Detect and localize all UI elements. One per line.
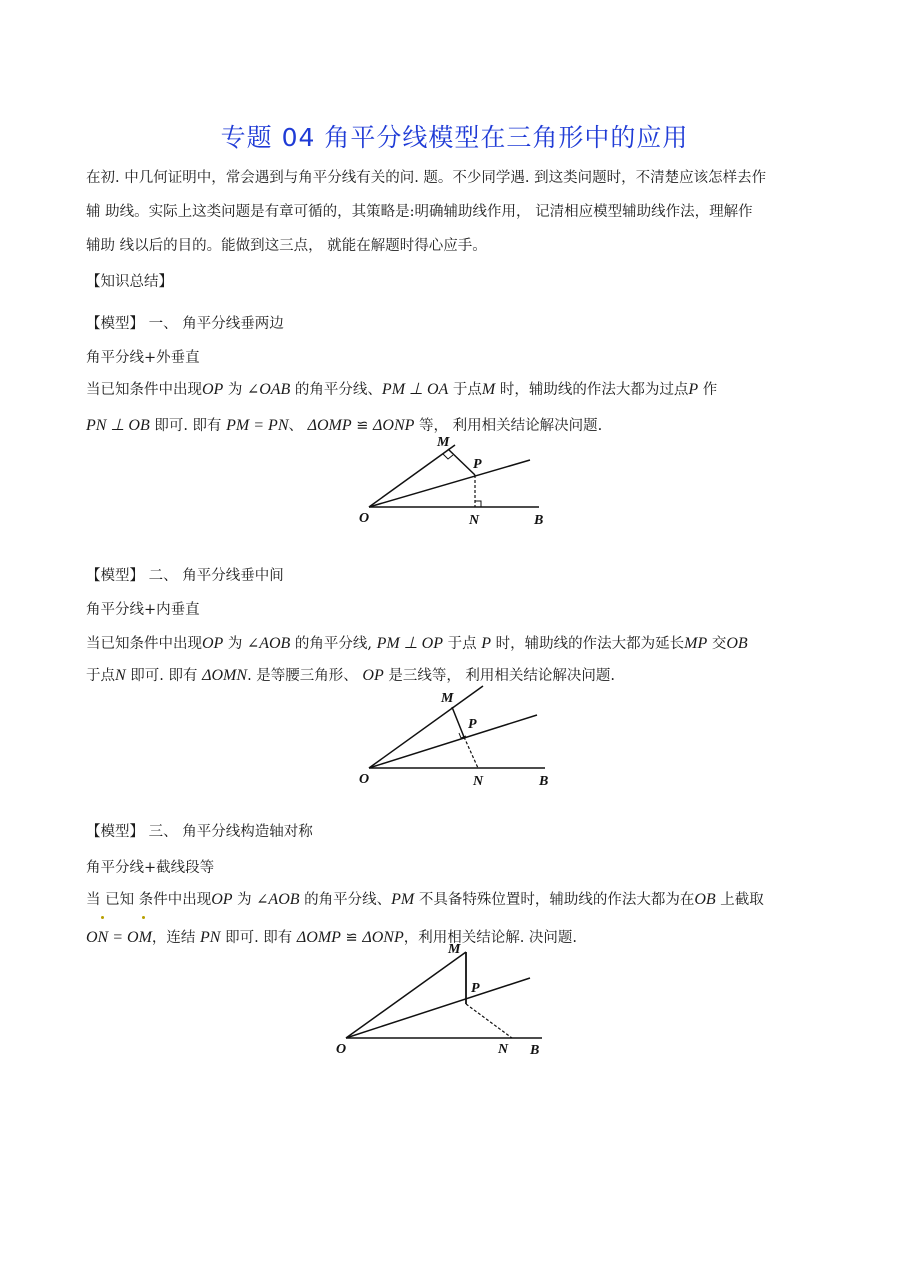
label-b: B: [539, 774, 549, 789]
math-pm-eq-pn: PM = PN: [226, 417, 289, 434]
text: 为: [223, 636, 248, 652]
math-pm-perp-op: PM ⊥ OP: [376, 635, 444, 652]
model-2-heading: 【模型】 二、 角平分线垂中间: [86, 568, 284, 584]
model-3-subtitle: 角平分线+截线段等: [86, 860, 215, 876]
math-op: OP: [202, 635, 224, 652]
intro-line-2: 辅 助线。实际上这类问题是有章可循的，其策略是:明确辅助线作用， 记清相应模型辅助线作法，理解作: [86, 204, 753, 220]
math-n: N: [115, 667, 126, 684]
text: 的角平分线、: [290, 382, 382, 398]
label-m: M: [437, 435, 450, 450]
model-3-line-1: [86, 890, 764, 910]
model-1-figure: [355, 428, 565, 528]
segment-mp: [452, 707, 464, 737]
segment-pm: [448, 449, 475, 475]
text: 不具备特殊位置时，辅助线的作法大都为在: [414, 892, 695, 908]
label-o: O: [359, 772, 370, 787]
intro-line-3: 辅助 线以后的目的。能做到这三点， 就能在解题时得心应手。: [86, 238, 487, 254]
math-op: OP: [211, 891, 233, 908]
text: 的角平分线,: [290, 636, 377, 652]
segment-pn-dashed: [466, 1004, 512, 1038]
label-p: P: [471, 981, 480, 996]
math-mp: MP: [684, 635, 708, 652]
math-p: P: [688, 381, 699, 398]
math-tri-omp: ΔOMP: [307, 417, 352, 434]
label-n: N: [469, 513, 480, 528]
text: 时，辅助线的作法大都为过点: [495, 382, 689, 398]
text: 的角平分线、: [299, 892, 392, 908]
text: 当 已知 条件中出现: [86, 892, 212, 908]
label-m: M: [448, 942, 461, 957]
model-2-figure: [355, 678, 565, 790]
text: . 是等腰三角形、: [247, 668, 363, 684]
ray-oa: [346, 952, 466, 1038]
model-1-heading: 【模型】 一、 角平分线垂两边: [86, 316, 284, 332]
angle-symbol: ∠: [247, 382, 260, 398]
text: 交: [707, 636, 727, 652]
text: ，连结: [151, 930, 201, 946]
page-title: 专题 04 角平分线模型在三角形中的应用: [220, 123, 689, 152]
segment-pn-dashed: [464, 737, 478, 768]
label-n: N: [498, 1042, 509, 1057]
text: 、: [288, 418, 308, 434]
label-o: O: [336, 1042, 347, 1057]
math-tri-omp: ΔOMP: [296, 929, 341, 946]
text: 时，辅助线的作法大都为延长: [491, 636, 685, 652]
ray-oa: [369, 686, 483, 768]
math-tri-onp: ΔONP: [362, 929, 404, 946]
angle-symbol: ∠: [247, 636, 260, 652]
text: 为: [232, 892, 257, 908]
model-1-subtitle: 角平分线+外垂直: [86, 350, 200, 366]
text: 于点: [86, 668, 115, 684]
label-b: B: [534, 513, 544, 528]
text: 是三线等， 利用相关结论解决问题.: [383, 668, 616, 684]
text: 于点: [443, 636, 482, 652]
math-m: M: [481, 381, 496, 398]
text: 上截取: [715, 892, 764, 908]
math-pm: PM: [391, 891, 415, 908]
math-on-eq-om: ON = OM: [86, 929, 152, 946]
text: 即可. 即有: [149, 418, 227, 434]
intro-line-1: 在初. 中几何证明中，常会遇到与角平分线有关的问. 题。不少同学遇. 到这类问题时，不清楚应该怎样去作: [86, 170, 767, 186]
congruent-symbol: ≌: [351, 418, 374, 434]
text: 作: [698, 382, 718, 398]
right-angle-mark-m: [443, 454, 453, 459]
math-aob: AOB: [268, 891, 300, 908]
text: 于点: [448, 382, 482, 398]
text: 即可. 即有: [125, 668, 203, 684]
math-tri-onp: ΔONP: [373, 417, 415, 434]
math-oab: OAB: [259, 381, 291, 398]
math-ob: OB: [726, 635, 748, 652]
label-p: P: [473, 457, 482, 472]
model-3-figure: [330, 942, 560, 1060]
model-2-subtitle: 角平分线+内垂直: [86, 602, 200, 618]
label-p: P: [468, 717, 477, 732]
ray-op-bisector: [369, 715, 537, 768]
angle-symbol: ∠: [256, 892, 269, 908]
ray-oa: [369, 445, 455, 507]
math-tri-omn: ΔOMN: [202, 667, 248, 684]
label-b: B: [530, 1043, 540, 1058]
text: 为: [223, 382, 248, 398]
math-op: OP: [202, 381, 224, 398]
math-aob: AOB: [259, 635, 291, 652]
text: 当已知条件中出现: [86, 636, 202, 652]
model-1-line-1: [86, 380, 717, 400]
annotation-dot: [142, 916, 145, 919]
math-pm-perp-oa: PM ⊥ OA: [381, 381, 449, 398]
math-pn: PN: [200, 929, 221, 946]
math-pn-perp-ob: PN ⊥ OB: [86, 417, 150, 434]
math-p: P: [481, 635, 492, 652]
text: 等， 利用相关结论解决问题.: [414, 418, 603, 434]
text: 即可. 即有: [220, 930, 297, 946]
annotation-dot: [101, 916, 104, 919]
congruent-symbol: ≌: [340, 930, 363, 946]
label-m: M: [441, 691, 454, 706]
math-ob: OB: [694, 891, 716, 908]
text: ，利用相关结论解. 决问题.: [403, 930, 578, 946]
model-2-line-1: [86, 634, 748, 654]
math-op: OP: [362, 667, 384, 684]
model-3-heading: 【模型】 三、 角平分线构造轴对称: [86, 824, 313, 840]
ray-op-bisector: [346, 978, 530, 1038]
label-o: O: [359, 511, 370, 526]
label-n: N: [473, 774, 484, 789]
right-angle-mark-n: [475, 501, 481, 507]
text: 当已知条件中出现: [86, 382, 202, 398]
ray-op-bisector: [369, 460, 530, 507]
summary-heading: 【知识总结】: [86, 274, 173, 290]
